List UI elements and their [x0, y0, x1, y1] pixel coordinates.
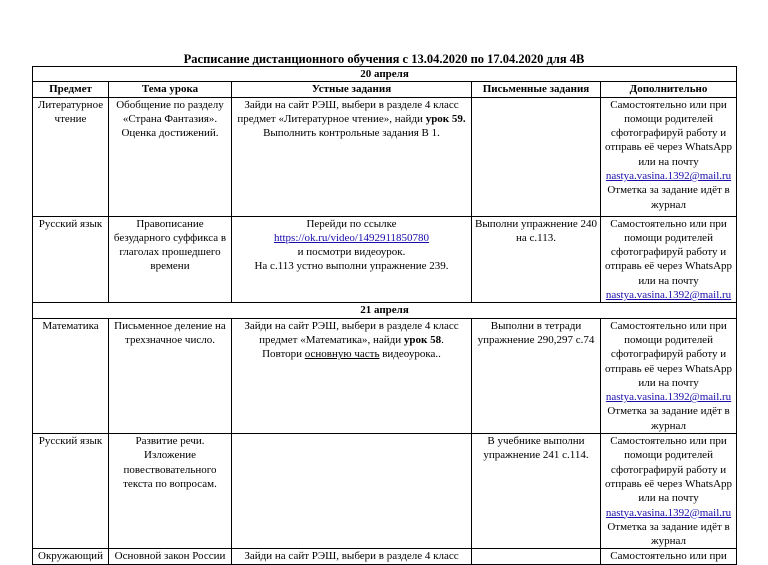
oral-text: видеоурока.. — [379, 348, 441, 361]
written-cell — [472, 97, 601, 216]
day-label: 21 апреля — [33, 303, 737, 318]
subject-cell: Русский язык — [33, 434, 109, 549]
email-link[interactable]: nastya.vasina.1392@mail.ru — [605, 506, 732, 519]
subject-cell: Окружающий — [33, 549, 109, 564]
subject-cell: Русский язык — [33, 216, 109, 303]
oral-text: Выполнить контрольные задания В 1. — [263, 127, 440, 140]
schedule-table — [32, 66, 737, 565]
written-cell: В учебнике выполни упражнение 241 с.114. — [472, 434, 601, 549]
subject-cell: Литературное чтение — [33, 97, 109, 216]
day-label: 20 апреля — [33, 67, 737, 82]
column-header: Предмет — [33, 82, 109, 97]
oral-cell — [232, 434, 472, 549]
additional-text: Самостоятельно или при помощи родителей сфотографируй работу и отправь её через WhatsApp или на почту — [605, 319, 733, 389]
additional-mark: Отметка за задание идёт в журнал — [607, 405, 730, 432]
additional-mark: Отметка за задание идёт в журнал — [607, 184, 730, 211]
oral-punct: . — [441, 333, 444, 346]
table-row — [33, 434, 737, 549]
topic-cell: Развитие речи. Изложение повествовательного текста по вопросам. — [109, 434, 232, 549]
lesson-number: урок 58 — [403, 333, 442, 346]
column-header: Устные задания — [232, 82, 472, 97]
oral-text: Зайди на сайт РЭШ, выбери в разделе 4 класс предмет «Математика», найди — [244, 319, 459, 346]
header-row — [33, 82, 737, 97]
written-cell: Выполни упражнение 240 на с.113. — [472, 216, 601, 303]
additional-cell — [601, 216, 737, 303]
additional-mark: Отметка за задание идёт в журнал — [607, 520, 730, 548]
day-row — [33, 303, 737, 318]
topic-cell: Правописание безударного суффикса в глаголах прошедшего времени — [109, 216, 232, 303]
additional-cell — [601, 434, 737, 549]
written-cell — [472, 549, 601, 564]
email-link[interactable]: nastya.vasina.1392@mail.ru — [605, 391, 732, 404]
oral-text: и посмотри видеоурок. — [297, 246, 406, 259]
table-row — [33, 97, 737, 216]
subject-cell: Математика — [33, 318, 109, 433]
column-header: Письменные задания — [472, 82, 601, 97]
topic-cell: Письменное деление на трехзначное число. — [109, 318, 232, 433]
page-title: Расписание дистанционного обучения с 13.04.2020 по 17.04.2020 для 4В — [183, 52, 585, 66]
video-link[interactable]: https://ok.ru/video/1492911850780 — [273, 231, 430, 244]
column-header: Тема урока — [109, 82, 232, 97]
written-cell: Выполни в тетради упражнение 290,297 с.74 — [472, 318, 601, 433]
topic-cell: Обобщение по разделу «Страна Фантазия». Оценка достижений. — [109, 97, 232, 216]
oral-text: Зайди на сайт РЭШ, выбери в разделе 4 класс предмет «Литературное чтение», найди — [237, 98, 459, 125]
lesson-number: урок 59. — [425, 112, 466, 125]
day-row — [33, 67, 737, 82]
additional-cell — [601, 318, 737, 433]
table-row — [33, 216, 737, 303]
oral-underlined: основную часть — [304, 348, 380, 361]
table-row — [33, 549, 737, 564]
additional-text: Самостоятельно или при помощи родителей сфотографируй работу и отправь её через WhatsApp или на почту — [605, 98, 733, 168]
oral-text: Перейди по ссылке — [306, 217, 397, 230]
oral-cell: Зайди на сайт РЭШ, выбери в разделе 4 класс — [232, 549, 472, 564]
additional-text: Самостоятельно или при помощи родителей сфотографируй работу и отправь её через WhatsApp или на почту — [605, 217, 733, 287]
oral-cell — [232, 216, 472, 303]
email-link[interactable]: nastya.vasina.1392@mail.ru — [605, 289, 732, 302]
additional-cell — [601, 97, 737, 216]
oral-text: Повтори — [262, 348, 305, 361]
oral-cell — [232, 318, 472, 433]
column-header: Дополнительно — [601, 82, 737, 97]
additional-cell: Самостоятельно или при — [601, 549, 737, 564]
topic-cell: Основной закон России — [109, 549, 232, 564]
oral-cell — [232, 97, 472, 216]
oral-text: На с.113 устно выполни упражнение 239. — [254, 260, 449, 273]
email-link[interactable]: nastya.vasina.1392@mail.ru — [605, 170, 732, 183]
additional-text: Самостоятельно или при помощи родителей сфотографируй работу и отправь её через WhatsApp или на почту — [605, 435, 733, 505]
table-row — [33, 318, 737, 433]
